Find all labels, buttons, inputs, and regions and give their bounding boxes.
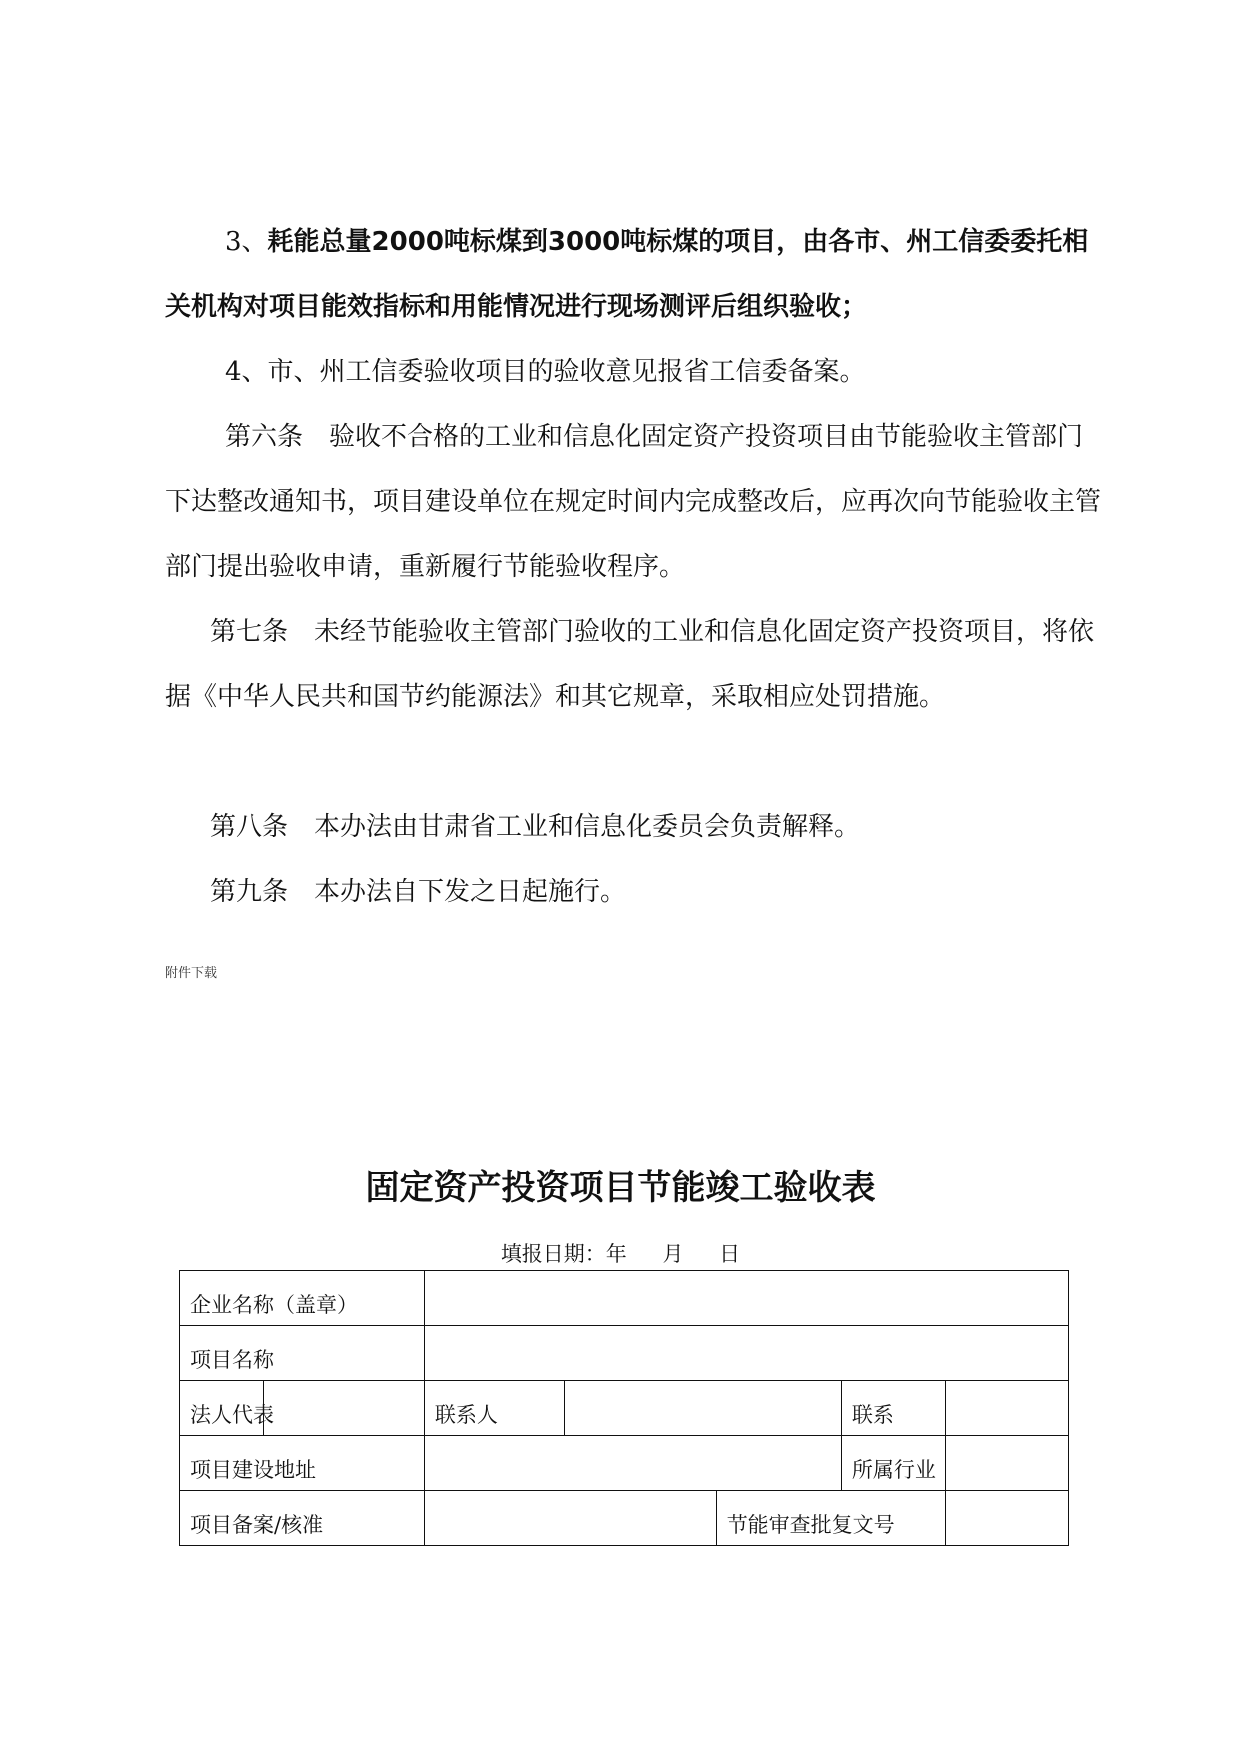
article-8: 第八条 本办法由甘肃省工业和信息化委员会负责解释。 bbox=[210, 812, 861, 842]
article-7: 第七条 未经节能验收主管部门验收的工业和信息化固定资产投资项目，将依据《中华人民共和国节约能源法》和其它规章，采取相应处罚措施。 bbox=[165, 617, 1095, 712]
contact-person-field[interactable] bbox=[564, 1381, 841, 1436]
contact-person-label: 联系人 bbox=[424, 1381, 564, 1436]
contact-label: 联系 bbox=[841, 1381, 945, 1436]
paragraph-item-4: 4、市、州工信委验收项目的验收意见报省工信委备案。 bbox=[225, 357, 866, 387]
company-name-field[interactable] bbox=[424, 1271, 1068, 1326]
legal-rep-field[interactable] bbox=[263, 1381, 424, 1436]
attachment-download-link[interactable]: 附件下载 bbox=[165, 966, 218, 981]
article-6: 第六条 验收不合格的工业和信息化固定资产投资项目由节能验收主管部门下达整改通知书，项目建设单位在规定时间内完成整改后，应再次向节能验收主管部门提出验收申请，重新履行节能验收程序。 bbox=[165, 422, 1102, 582]
project-name-field[interactable] bbox=[424, 1326, 1068, 1381]
legal-rep-label: 法人代表 bbox=[180, 1381, 264, 1436]
fill-date-line: 填报日期：年 月 日 bbox=[500, 1242, 741, 1266]
table-row bbox=[180, 1271, 1069, 1326]
table-row bbox=[180, 1436, 1069, 1491]
contact-field[interactable] bbox=[945, 1381, 1068, 1436]
project-address-label: 项目建设地址 bbox=[180, 1436, 425, 1491]
article-9: 第九条 本办法自下发之日起施行。 bbox=[210, 877, 627, 907]
form-title: 固定资产投资项目节能竣工验收表 bbox=[365, 1168, 876, 1208]
energy-approval-doc-label: 节能审查批复文号 bbox=[716, 1491, 945, 1546]
acceptance-form-table bbox=[179, 1270, 1069, 1546]
project-filing-field[interactable] bbox=[424, 1491, 716, 1546]
table-row bbox=[180, 1326, 1069, 1381]
energy-approval-doc-field[interactable] bbox=[945, 1491, 1068, 1546]
company-name-label: 企业名称（盖章） bbox=[180, 1271, 425, 1326]
project-name-label: 项目名称 bbox=[180, 1326, 425, 1381]
industry-label: 所属行业 bbox=[841, 1436, 945, 1491]
project-filing-label: 项目备案/核准 bbox=[180, 1491, 425, 1546]
table-row bbox=[180, 1381, 1069, 1436]
item-3-text: 耗能总量2000吨标煤到3000吨标煤的项目，由各市、州工信委委托相关机构对项目能效指标和用能情况进行现场测评后组织验收； bbox=[165, 227, 1089, 322]
item-number: 3、 bbox=[225, 227, 268, 257]
industry-field[interactable] bbox=[945, 1436, 1068, 1491]
project-address-field[interactable] bbox=[424, 1436, 841, 1491]
table-row bbox=[180, 1491, 1069, 1546]
paragraph-item-3 bbox=[165, 210, 1105, 340]
